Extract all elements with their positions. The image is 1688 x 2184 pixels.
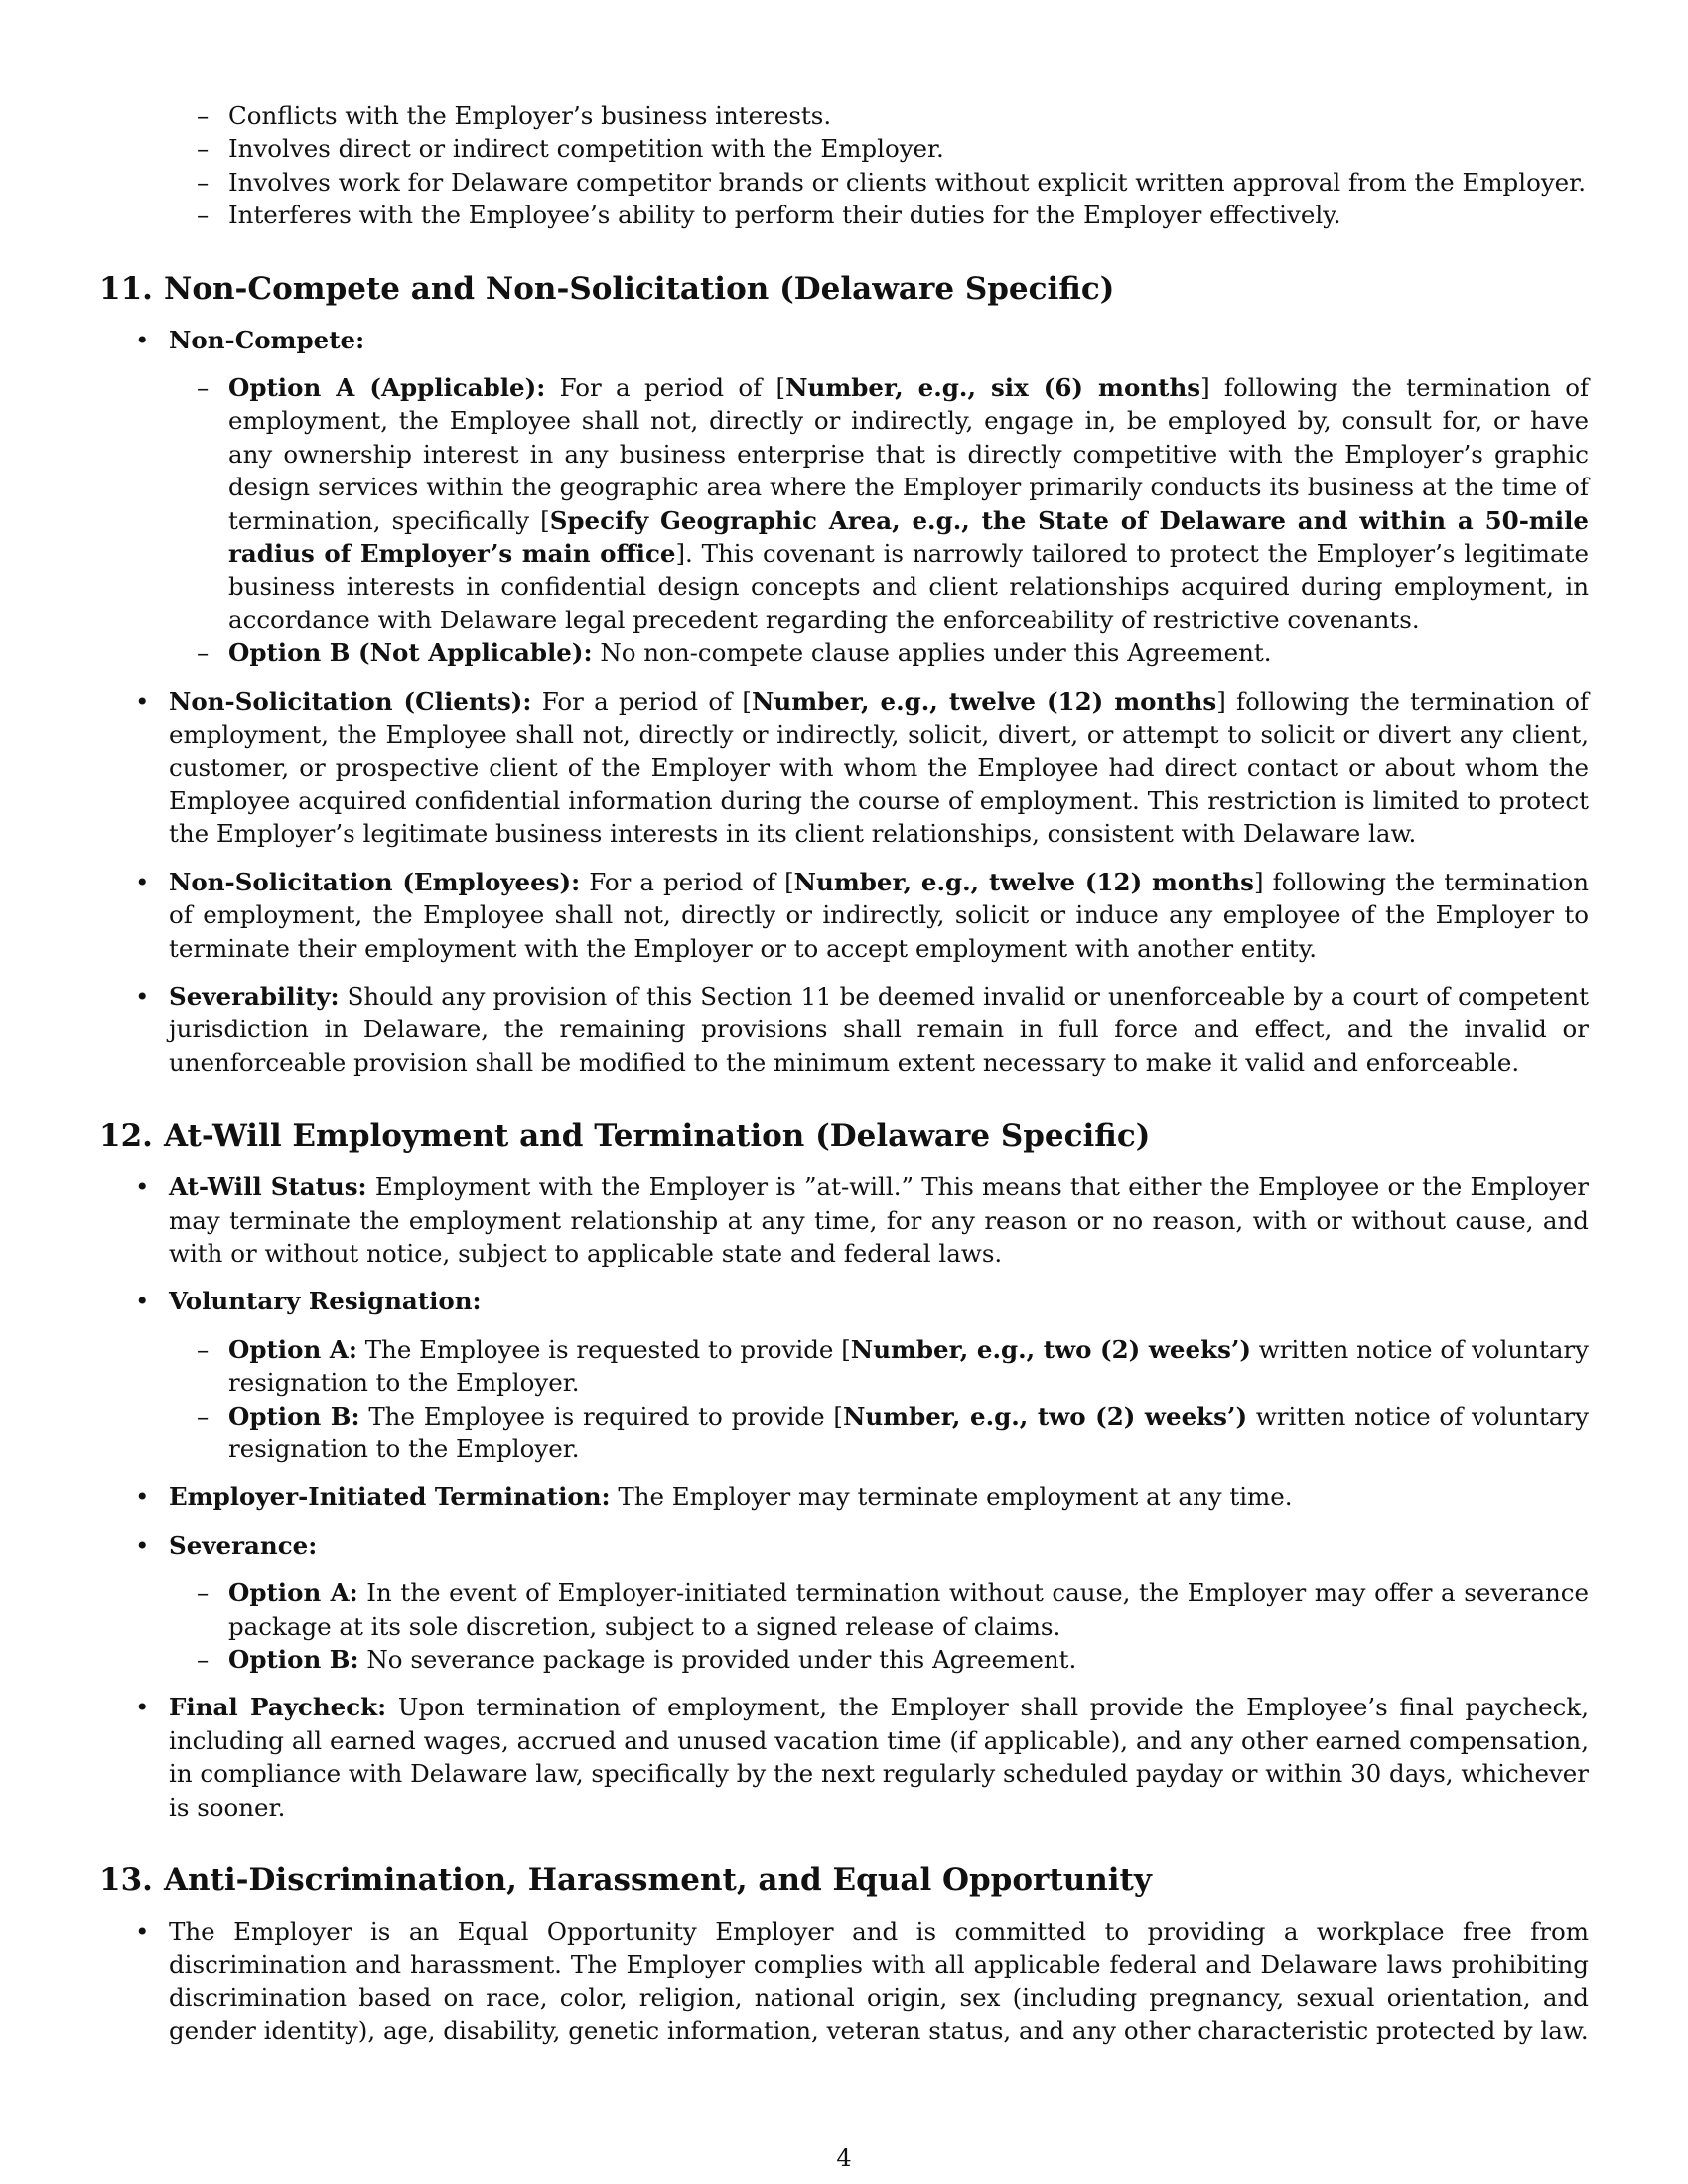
- section-12-heading: [99, 1115, 1589, 1157]
- list-item: – Involves work for Delaware competitor brands or clients without explicit written approval from the Employer.: [99, 166, 1589, 199]
- noncompete-option-b: [99, 636, 1589, 669]
- employer-termination-item: [99, 1480, 1589, 1513]
- text: The Employee is requested to provide [: [364, 1334, 851, 1364]
- item-label: Non-Compete:: [169, 325, 365, 354]
- severance-item: [99, 1529, 1589, 1562]
- text: Upon termination of employment, the Employer shall provide the Employee’s final paycheck, including all earned wages, accrued and unused vacation time (if applicable), and any other earned compensation, in compliance with Delaware law, specifically by the next regularly scheduled payday or within 30 days, whichever is sooner.: [169, 1693, 1589, 1822]
- section-title: At-Will Employment and Termination (Delaware Specific): [164, 1118, 1151, 1155]
- noncompete-item: [99, 324, 1589, 356]
- item-label: Non-Solicitation (Clients):: [169, 686, 532, 716]
- noncompete-option-a: [99, 371, 1589, 636]
- text: The Employee is required to provide [: [368, 1401, 843, 1431]
- text: Should any provision of this Section 11 be deemed invalid or unenforceable by a court of competent jurisdiction in Delaware, the remaining provisions shall remain in full force and effect, and the invalid or unenforceable provision shall be modified to the minimum extent necessary to make it valid and enforceable.: [169, 981, 1589, 1077]
- severability-item: [99, 980, 1589, 1079]
- placeholder-text: Number, e.g., two (2) weeks’): [842, 1401, 1248, 1431]
- item-label: Severance:: [169, 1530, 318, 1560]
- list-item: – Conflicts with the Employer’s business interests.: [99, 99, 1589, 132]
- option-label: Option A:: [228, 1578, 358, 1608]
- list-item: – Involves direct or indirect competition with the Employer.: [99, 132, 1589, 165]
- resignation-option-a: [99, 1333, 1589, 1400]
- text: ] following the termination of employment, the Employee shall not, directly or indirectly, engage in, be employed by, consult for, or have any ownership interest in any business enterprise that is directly competitive with the Employer’s graphic design services within the geographic area where the Employer primarily conducts its business at the time of termination, specifically [: [228, 373, 1590, 535]
- text: Employment with the Employer is ”at-will.” This means that either the Employee or the Employer may terminate the employment relationship at any time, for any reason or no reason, with or without cause, and with or without notice, subject to applicable state and federal laws.: [169, 1172, 1589, 1268]
- page-number: 4: [836, 2144, 852, 2172]
- noncompete-options: [99, 371, 1589, 670]
- text: ] following the termination of employment, the Employee shall not, directly or indirectly, solicit, divert, or attempt to solicit or divert any client, customer, or prospective client of the Employer with whom the Employee had direct contact or about whom the Employee acquired confidential information during the course of employment. This restriction is limited to protect the Employer’s legitimate business interests in its client relationships, consistent with Delaware law.: [169, 686, 1589, 849]
- resignation-options: [99, 1333, 1589, 1466]
- section-title: Non-Compete and Non-Solicitation (Delaware Specific): [164, 270, 1115, 307]
- item-label: Employer-Initiated Termination:: [169, 1482, 611, 1512]
- intro-list: [99, 99, 1589, 232]
- section-number: 13.: [99, 1862, 153, 1899]
- text: The Employer may terminate employment at any time.: [618, 1482, 1293, 1512]
- placeholder-text: Number, e.g., six (6) months: [785, 373, 1201, 403]
- text: written notice of voluntary resignation to the Employer.: [228, 1401, 1589, 1463]
- item-label: At-Will Status:: [169, 1172, 367, 1202]
- text: For a period of [: [559, 373, 786, 403]
- voluntary-resignation-item: [99, 1285, 1589, 1317]
- option-label: Option B:: [228, 1645, 359, 1675]
- text: written notice of voluntary resignation to the Employer.: [228, 1334, 1589, 1398]
- list-item: – Interferes with the Employee’s ability to perform their duties for the Employer effectively.: [99, 199, 1589, 231]
- option-label: Option B (Not Applicable):: [228, 638, 593, 668]
- at-will-item: [99, 1170, 1589, 1270]
- option-label: Option A (Applicable):: [228, 373, 546, 403]
- severance-option-b: [99, 1643, 1589, 1676]
- final-paycheck-item: [99, 1691, 1589, 1824]
- text: ]. This covenant is narrowly tailored to protect the Employer’s legitimate business interests in confidential design concepts and client relationships acquired during employment, in accordance with Delaware legal precedent regarding the enforceability of restrictive covenants.: [228, 539, 1589, 634]
- section-number: 11.: [99, 270, 153, 307]
- placeholder-text: Specify Geographic Area, e.g., the State of Delaware and within a 50-mile radius of Employer’s main office: [228, 505, 1589, 569]
- item-label: Voluntary Resignation:: [169, 1287, 482, 1316]
- section-number: 12.: [99, 1118, 153, 1155]
- option-label: Option B:: [228, 1401, 360, 1431]
- placeholder-text: Number, e.g., two (2) weeks’): [850, 1334, 1251, 1364]
- item-label: Final Paycheck:: [169, 1693, 387, 1722]
- document-body: [99, 99, 1589, 2048]
- nonsolicitation-employees-item: [99, 866, 1589, 965]
- placeholder-text: Number, e.g., twelve (12) months: [752, 686, 1217, 716]
- section-11-heading: [99, 268, 1589, 310]
- severance-option-a: [99, 1576, 1589, 1643]
- item-label: Non-Solicitation (Employees):: [169, 867, 581, 896]
- text: No severance package is provided under this Agreement.: [366, 1645, 1077, 1675]
- text: In the event of Employer-initiated termination without cause, the Employer may offer a severance package at its sole discretion, subject to a signed release of claims.: [228, 1578, 1589, 1641]
- text: For a period of [: [589, 867, 794, 896]
- placeholder-text: Number, e.g., twelve (12) months: [793, 867, 1254, 896]
- text: For a period of [: [541, 686, 752, 716]
- section-13-heading: [99, 1859, 1589, 1901]
- equal-opportunity-item: • The Employer is an Equal Opportunity Employer and is committed to providing a workplace free from discrimination and harassment. The Employer complies with all applicable federal and Delaware laws prohibiting discrimination based on race, color, religion, national origin, sex (including pregnancy, sexual orientation, and gender identity), age, disability, genetic information, veteran status, and any other characteristic protected by law.: [99, 1915, 1589, 2048]
- item-label: Severability:: [169, 981, 340, 1011]
- text: No non-compete clause applies under this Agreement.: [600, 638, 1272, 668]
- severance-options: [99, 1576, 1589, 1676]
- section-title: Anti-Discrimination, Harassment, and Equal Opportunity: [164, 1862, 1152, 1899]
- nonsolicitation-clients-item: [99, 685, 1589, 851]
- option-label: Option A:: [228, 1334, 357, 1364]
- text: ] following the termination of employment, the Employee shall not, directly or indirectly, solicit or induce any employee of the Employer to terminate their employment with the Employer or to accept employment with another entity.: [169, 867, 1589, 963]
- resignation-option-b: [99, 1400, 1589, 1466]
